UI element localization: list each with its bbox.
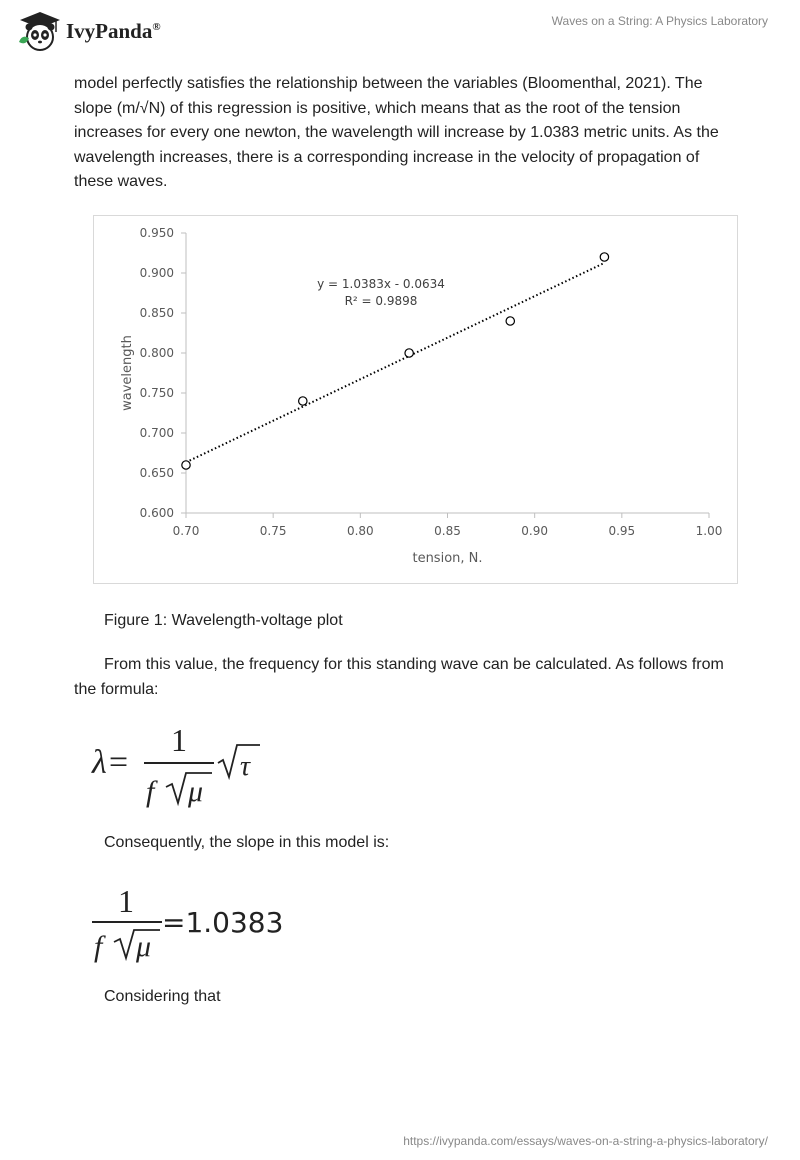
slope-equation xyxy=(88,880,318,965)
y-tick-label: 0.700 xyxy=(139,426,174,440)
data-point xyxy=(299,397,307,405)
y-tick-label: 0.800 xyxy=(139,346,174,360)
paragraph-slope: Consequently, the slope in this model is: xyxy=(104,834,390,851)
formula-numerator: 1 xyxy=(171,722,187,758)
page-header xyxy=(0,0,800,64)
ivypanda-logo[interactable] xyxy=(16,8,161,54)
data-point xyxy=(506,317,514,325)
formula-f: f xyxy=(146,775,155,808)
x-tick-label: 1.00 xyxy=(695,524,723,538)
paragraph-considering: Considering that xyxy=(104,988,221,1005)
y-tick-label: 0.950 xyxy=(139,226,174,240)
data-point xyxy=(405,349,413,357)
logo-text: IvyPanda® xyxy=(66,18,161,43)
paragraph-frequency: From this value, the frequency for this standing wave can be calculated. As follows from the formula: xyxy=(74,656,724,698)
scatter-chart xyxy=(93,215,738,584)
eq2-numerator: 1 xyxy=(118,883,134,919)
data-point xyxy=(182,461,190,469)
x-tick-label: 0.80 xyxy=(346,524,374,538)
chart-canvas xyxy=(94,216,739,585)
x-tick-label: 0.95 xyxy=(608,524,636,538)
y-tick-label: 0.600 xyxy=(139,506,174,520)
formula-tau: τ xyxy=(240,751,251,782)
paragraph-regression: model perfectly satisfies the relationship between the variables (Bloomenthal, 2021). The slope (m/√N) of this regression is positive, which means that as the root of the tension increases for every one newton, the wavelength will increase by 1.0383 metric units. As the wavelength increases, there is a corresponding increase in the velocity of propagation of these waves. xyxy=(74,75,719,190)
y-tick-label: 0.850 xyxy=(139,306,174,320)
figure-caption: Figure 1: Wavelength-voltage plot xyxy=(104,612,343,629)
data-point xyxy=(600,253,608,261)
x-tick-label: 0.70 xyxy=(172,524,200,538)
panda-icon xyxy=(16,8,62,54)
formula-mu: μ xyxy=(188,775,204,808)
wavelength-formula xyxy=(88,715,278,815)
x-axis-title: tension, N. xyxy=(412,551,483,566)
document-title: Waves on a String: A Physics Laboratory xyxy=(551,14,768,28)
eq2-f: f xyxy=(94,930,103,963)
eq2-mu: μ xyxy=(136,930,152,963)
x-tick-label: 0.85 xyxy=(434,524,461,538)
x-tick-label: 0.75 xyxy=(259,524,287,538)
r-squared-label: R² = 0.9898 xyxy=(344,294,418,308)
x-tick-label: 0.90 xyxy=(521,524,549,538)
source-url[interactable]: https://ivypanda.com/essays/waves-on-a-string-a-physics-laboratory/ xyxy=(403,1134,768,1148)
trendline xyxy=(186,263,604,462)
y-tick-label: 0.900 xyxy=(139,266,174,280)
eq2-rhs: =1.0383 xyxy=(162,906,284,939)
y-tick-label: 0.750 xyxy=(139,386,174,400)
y-axis-title: wavelength xyxy=(120,335,135,411)
y-tick-label: 0.650 xyxy=(139,466,174,480)
formula-lambda: λ= xyxy=(92,744,130,781)
regression-equation: y = 1.0383x - 0.0634 xyxy=(317,277,445,291)
